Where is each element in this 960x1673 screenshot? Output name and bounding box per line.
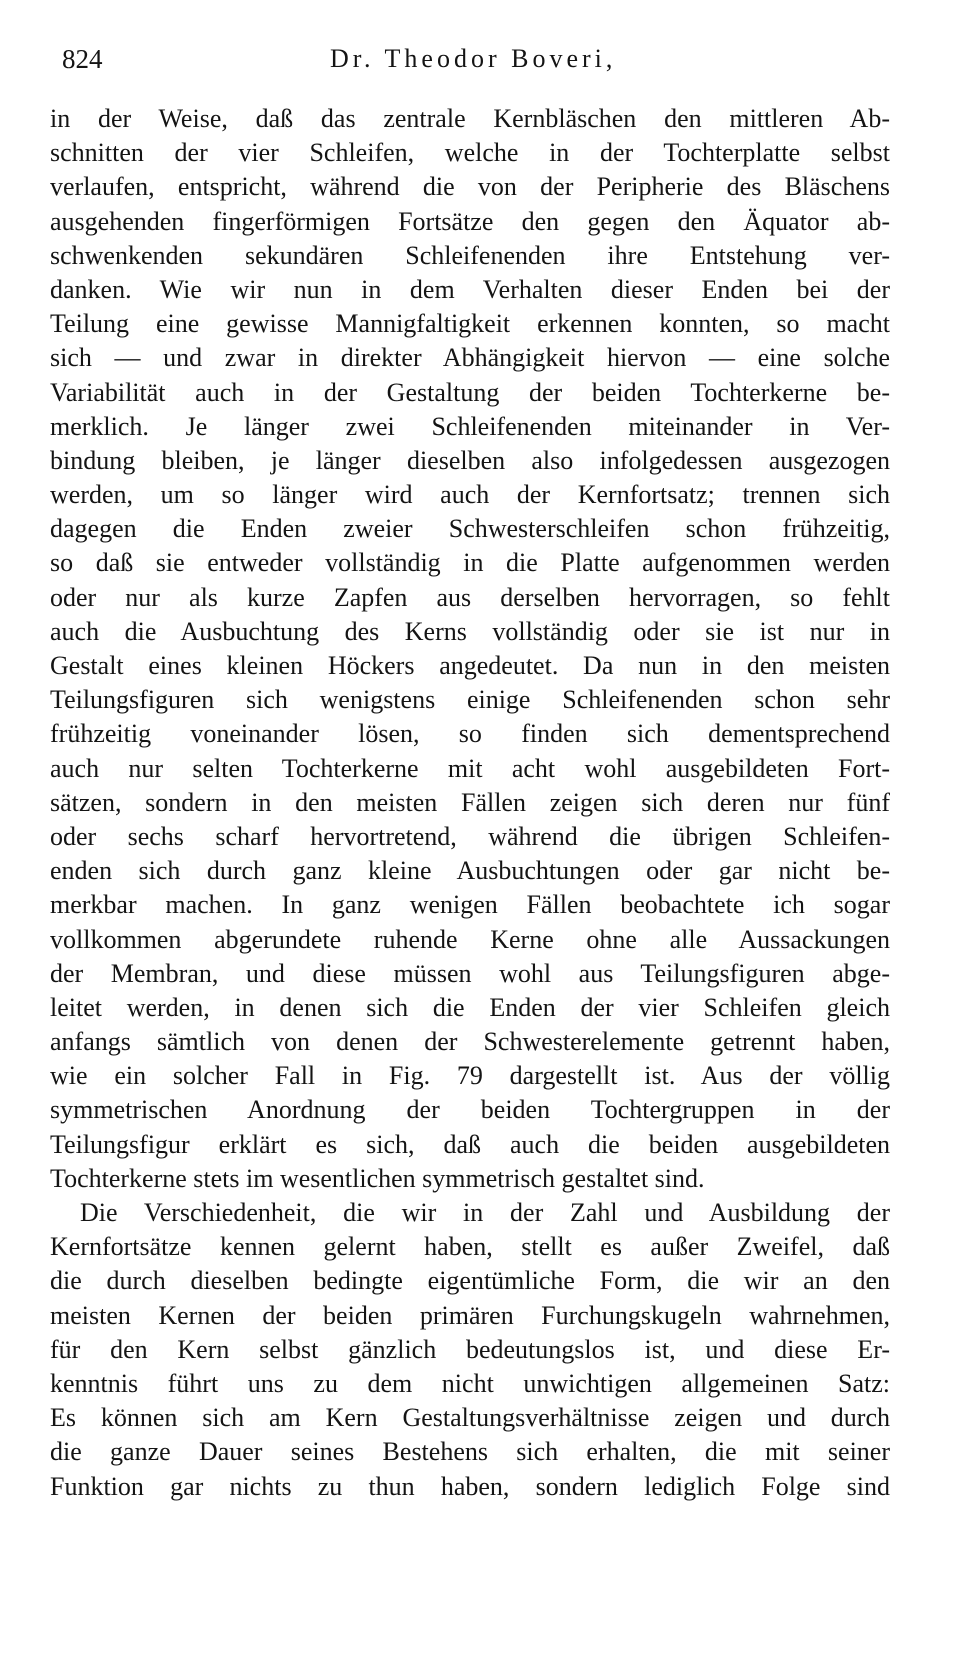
body-text [50,102,890,1504]
text-line: Variabilität auch in der Gestaltung der beiden Tochterkerne be- [50,377,890,407]
text-line: meisten Kernen der beiden primären Furchungskugeln wahrnehmen, [50,1300,890,1330]
text-line: Es können sich am Kern Gestaltungsverhältnisse zeigen und durch [50,1403,890,1433]
text-line: schwenkenden sekundären Schleifenenden ihre Entstehung ver- [50,240,890,270]
paragraph-2 [50,1196,890,1504]
text-line: schnitten der vier Schleifen, welche in der Tochterplatte selbst [50,138,890,168]
paragraph-1 [50,102,890,1196]
text-line: merklich. Je länger zwei Schleifenenden miteinander in Ver- [50,411,890,441]
text-line: verlaufen, entspricht, während die von der Peripherie des Bläschens [50,172,890,202]
text-line: so daß sie entweder vollständig in die Platte aufgenommen werden [50,548,890,578]
page-header [62,44,892,84]
text-line: Teilungsfigur erklärt es sich, daß auch die beiden ausgebildeten [50,1129,890,1159]
text-line: anfangs sämtlich von denen der Schwesterelemente getrennt haben, [50,1027,890,1057]
text-line: enden sich durch ganz kleine Ausbuchtungen oder gar nicht be- [50,856,890,886]
text-line: frühzeitig voneinander lösen, so finden sich dementsprechend [50,719,890,749]
text-line: der Membran, und diese müssen wohl aus Teilungsfiguren abge- [50,958,890,988]
text-line: leitet werden, in denen sich die Enden der vier Schleifen gleich [50,992,890,1022]
text-line: für den Kern selbst gänzlich bedeutungslos ist, und diese Er- [50,1334,890,1364]
text-line: Die Verschiedenheit, die wir in der Zahl und Ausbildung der [80,1198,890,1227]
text-line: werden, um so länger wird auch der Kernfortsatz; trennen sich [50,480,890,510]
text-line: auch nur selten Tochterkerne mit acht wohl ausgebildeten Fort- [50,753,890,783]
text-line: dagegen die Enden zweier Schwesterschleifen schon frühzeitig, [50,514,890,544]
text-line: oder sechs scharf hervortretend, während die übrigen Schleifen- [50,821,890,851]
text-line: Tochterkerne stets im wesentlichen symmetrisch gestaltet sind. [50,1163,705,1193]
running-head: Dr. Theodor Boveri, [330,44,617,73]
text-line: in der Weise, daß das zentrale Kernbläschen den mittleren Ab- [50,104,890,133]
text-line: wie ein solcher Fall in Fig. 79 dargestellt ist. Aus der völlig [50,1061,890,1091]
text-line: Kernfortsätze kennen gelernt haben, stellt es außer Zweifel, daß [50,1232,890,1262]
text-line: bindung bleiben, je länger dieselben also infolgedessen ausgezogen [50,445,890,475]
text-line: sich — und zwar in direkter Abhängigkeit hiervon — eine solche [50,343,890,373]
text-line: die ganze Dauer seines Bestehens sich erhalten, die mit seiner [50,1437,890,1467]
text-line: symmetrischen Anordnung der beiden Tochtergruppen in der [50,1095,890,1125]
text-line: sätzen, sondern in den meisten Fällen zeigen sich deren nur fünf [50,787,890,817]
page-number: 824 [62,44,103,74]
text-line: merkbar machen. In ganz wenigen Fällen beobachtete ich sogar [50,890,890,920]
text-line: Gestalt eines kleinen Höckers angedeutet. Da nun in den meisten [50,651,890,680]
text-line: ausgehenden fingerförmigen Fortsätze den gegen den Äquator ab- [50,206,890,236]
text-line: Teilung eine gewisse Mannigfaltigkeit erkennen konnten, so macht [50,309,890,339]
text-line: die durch dieselben bedingte eigentümliche Form, die wir an den [50,1266,890,1296]
text-line: danken. Wie wir nun in dem Verhalten dieser Enden bei der [50,274,890,304]
text-line: Teilungsfiguren sich wenigstens einige Schleifenenden schon sehr [50,685,890,715]
text-line: vollkommen abgerundete ruhende Kerne ohne alle Aussackungen [50,924,890,954]
text-line: Funktion gar nichts zu thun haben, sondern lediglich Folge sind [50,1471,890,1501]
text-line: oder nur als kurze Zapfen aus derselben hervorragen, so fehlt [50,582,890,612]
text-line: auch die Ausbuchtung des Kerns vollständig oder sie ist nur in [50,616,890,646]
text-line: kenntnis führt uns zu dem nicht unwichtigen allgemeinen Satz: [50,1368,890,1398]
